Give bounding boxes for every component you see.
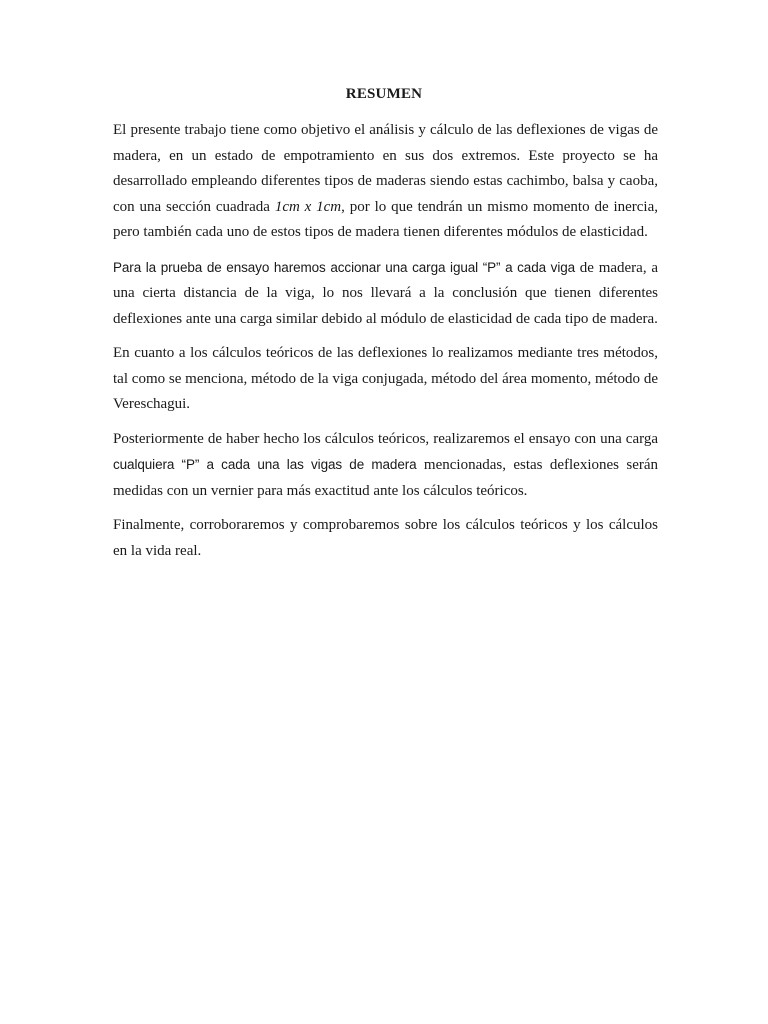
paragraph-4-text-before: Posteriormente de haber hecho los cálculos teóricos, realizaremos el ensayo con una carga — [113, 430, 658, 447]
paragraph-4-sans: cualquiera “P” a cada una las vigas de madera — [113, 457, 417, 472]
paragraph-5: Finalmente, corroboraremos y comprobaremos sobre los cálculos teóricos y los cálculos en la vida real. — [113, 517, 658, 559]
paragraph-2-lead: Para la prueba de ensayo haremos accionar una carga igual “P” a cada viga — [113, 259, 576, 275]
paragraph-2-rest: de madera, a una cierta distancia de la viga, lo nos llevará a la conclusión que tienen diferentes deflexiones ante una carga similar debido al módulo de elasticidad de cada tipo de madera. — [113, 259, 658, 327]
paragraph-4 — [113, 427, 658, 505]
paragraph-4-text-after: mencionadas, estas deflexiones serán medidas con un vernier para más exactitud ante los cálculos teóricos. — [113, 457, 659, 499]
paragraph-1 — [113, 118, 658, 246]
document-body — [113, 118, 658, 573]
paragraph-1-text-after: , por lo que tendrán un mismo momento de inercia, pero también cada uno de estos tipos de madera tienen diferentes módulos de elasticidad. — [113, 198, 659, 240]
paragraph-2 — [113, 255, 658, 333]
section-dimension-math: 1cm x 1cm — [274, 198, 342, 215]
paragraph-1-text-before: El presente trabajo tiene como objetivo el análisis y cálculo de las deflexiones de vigas de madera, en un estado de empotramiento en sus dos extremos. Este proyecto se ha desarrollado empleando diferentes tipos de maderas siendo estas cachimbo, balsa y caoba, con una sección cuadrada — [113, 122, 658, 215]
document-title: RESUMEN — [345, 86, 423, 102]
paragraph-3: En cuanto a los cálculos teóricos de las deflexiones lo realizamos mediante tres métodos, tal como se menciona, método de la viga conjugada, método del área momento, método de Vereschagui. — [113, 345, 658, 412]
